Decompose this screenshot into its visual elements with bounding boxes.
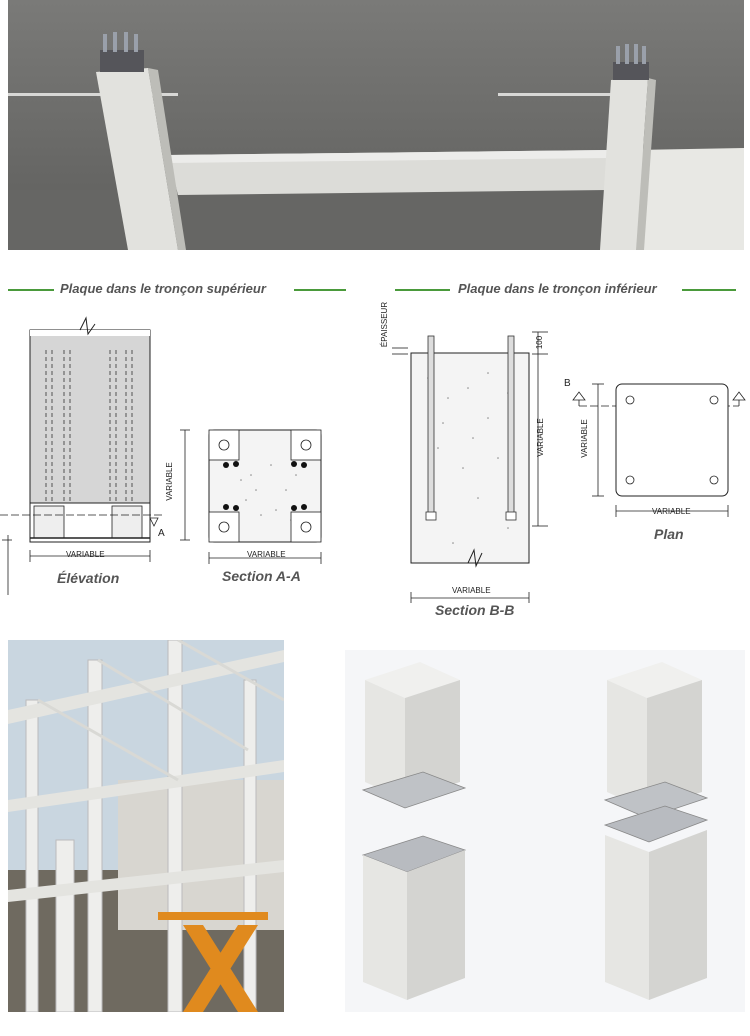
section-mark-a: A <box>158 528 165 539</box>
caption-section-aa: Section A-A <box>222 568 301 584</box>
section-aa-drawing <box>176 420 336 570</box>
elevation-variable-label: VARIABLE <box>66 550 105 559</box>
section-bb-variable-label: VARIABLE <box>452 586 491 595</box>
top-photo-columns <box>8 0 744 250</box>
caption-plan: Plan <box>654 526 684 542</box>
heading-rule-right-2 <box>682 289 736 291</box>
section-mark-b: B <box>564 378 571 389</box>
heading-lower-section: Plaque dans le tronçon inférieur <box>458 281 657 296</box>
section-bb-variable-vertical: VARIABLE <box>535 418 545 457</box>
heading-upper-section: Plaque dans le tronçon supérieur <box>60 281 266 296</box>
section-aa-variable-label: VARIABLE <box>247 550 286 559</box>
caption-section-bb: Section B-B <box>435 602 515 618</box>
heading-rule-right <box>294 289 346 291</box>
plan-variable-vertical: VARIABLE <box>579 419 589 458</box>
plan-variable-label: VARIABLE <box>652 507 691 516</box>
column-connection-render <box>345 650 745 1012</box>
heading-rule-left <box>8 289 54 291</box>
heading-rule-left-2 <box>395 289 450 291</box>
section-bb-100-label: 100 <box>535 335 545 350</box>
construction-photo-illustration <box>8 640 284 1012</box>
plan-drawing <box>568 378 750 523</box>
construction-photo <box>8 640 284 1012</box>
column-connection-illustration <box>345 650 745 1012</box>
caption-elevation: Élévation <box>57 570 120 586</box>
section-aa-variable-vertical: VARIABLE <box>164 462 174 501</box>
section-bb-epaisseur-label: ÉPAISSEUR <box>380 301 390 348</box>
columns-photo-illustration <box>8 0 744 250</box>
section-bb-drawing <box>388 298 558 603</box>
